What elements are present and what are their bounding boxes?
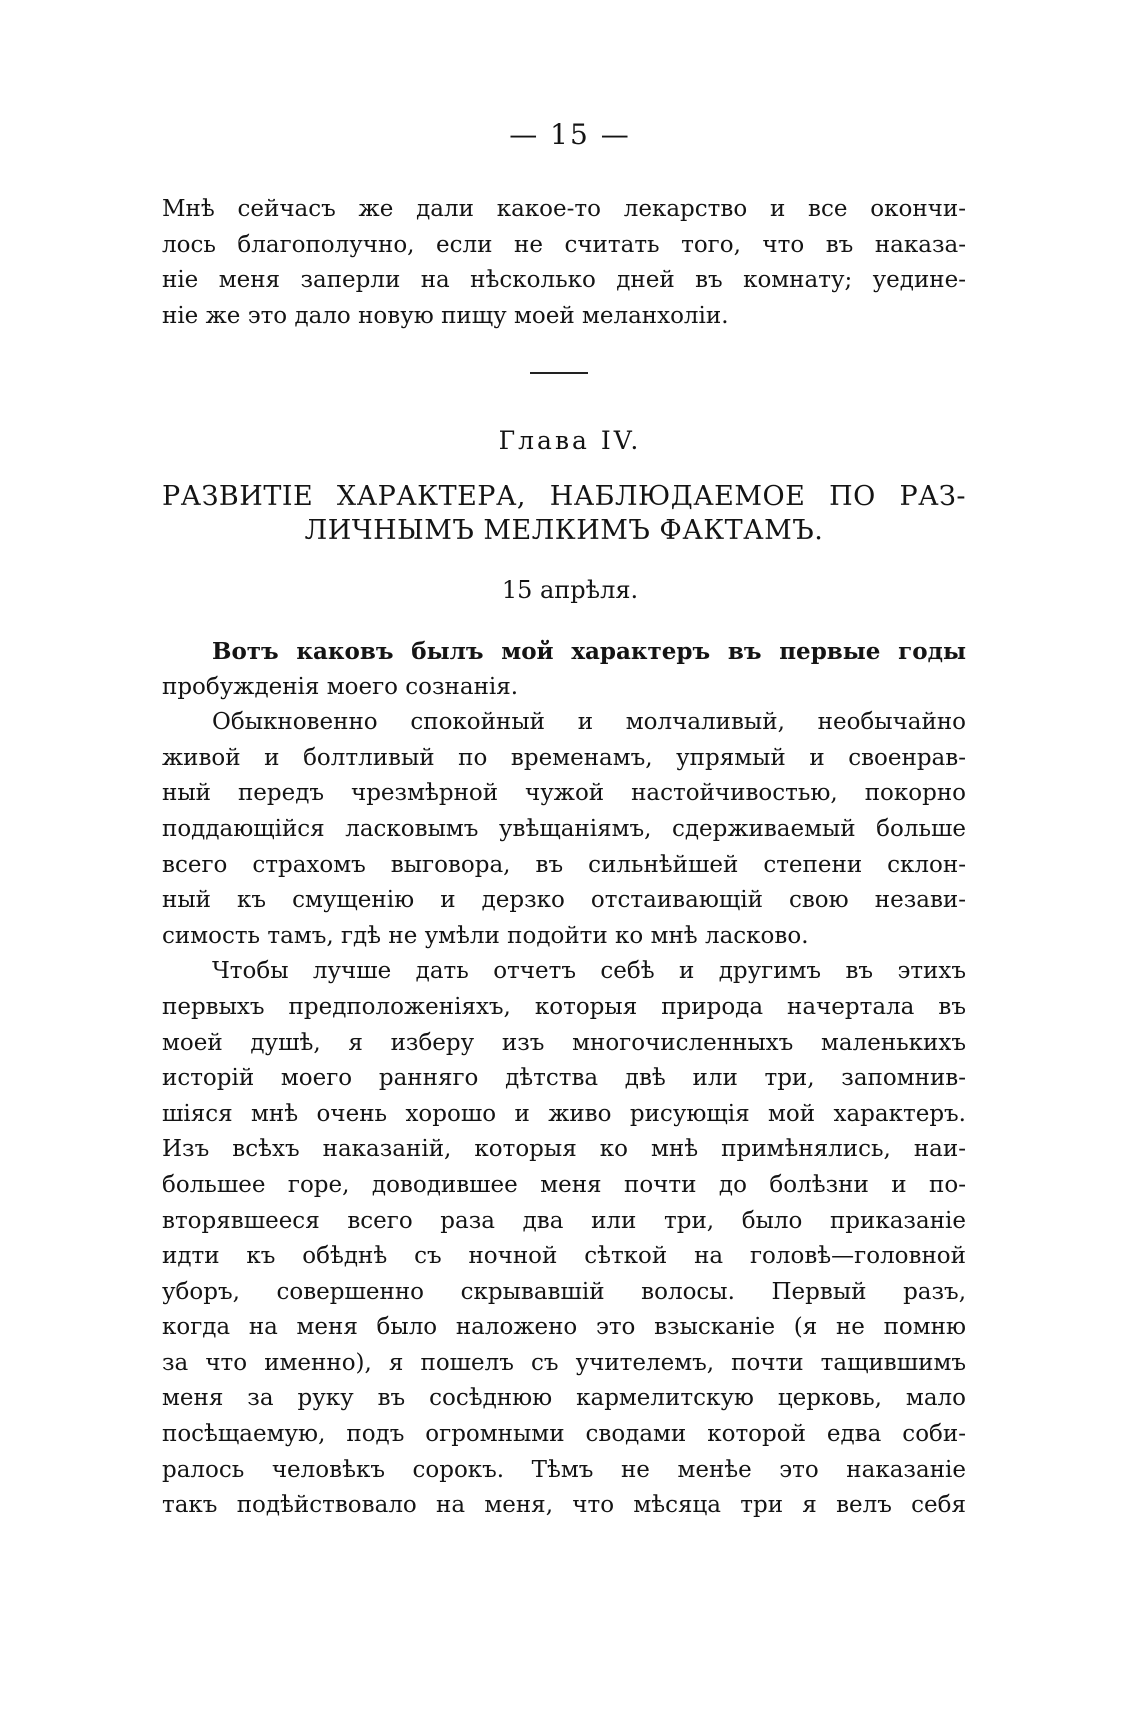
text-line: такъ подѣйствовало на меня, что мѣсяца три я велъ себя (162, 1492, 966, 1519)
text-line: за что именно), я пошелъ съ учителемъ, почти тащившимъ (162, 1349, 966, 1376)
text-line: поддающійся ласковымъ увѣщаніямъ, сдерживаемый больше (162, 815, 966, 842)
text-line: Чтобы лучше дать отчетъ себѣ и другимъ въ этихъ (212, 958, 966, 985)
text-line: пробужденія моего сознанія. (162, 673, 519, 700)
text-line: вторявшееся всего раза два или три, было приказаніе (162, 1207, 966, 1234)
text-line: исторій моего ранняго дѣтства двѣ или три, запомнив- (162, 1065, 966, 1092)
entry-date: 15 апрѣля. (501, 576, 639, 604)
section-divider (530, 372, 588, 374)
top-paragraph (162, 192, 966, 334)
text-line: меня за руку въ сосѣднюю кармелитскую церковь, мало (162, 1385, 966, 1412)
text-line: ніе меня заперли на нѣсколько дней въ комнату; уедине- (162, 267, 966, 294)
text-line: моей душѣ, я изберу изъ многочисленныхъ маленькихъ (162, 1029, 966, 1056)
text-line: большее горе, доводившее меня почти до болѣзни и по- (162, 1171, 966, 1198)
text-line: лось благополучно, если не считать того, что въ наказа- (162, 231, 966, 258)
text-line: Обыкновенно спокойный и молчаливый, необычайно (212, 709, 966, 736)
body-text (162, 634, 966, 1524)
chapter-title (162, 480, 966, 548)
text-line: ный къ смущенію и дерзко отстаивающій свою незави- (162, 887, 966, 914)
text-line: ніе же это дало новую пищу моей меланхоліи. (162, 302, 729, 329)
text-line-bold: Вотъ каковъ былъ мой характеръ въ первые годы (212, 638, 966, 665)
chapter-title-line: ЛИЧНЫМЪ МЕЛКИМЪ ФАКТАМЪ. (304, 515, 824, 546)
text-line: ралось человѣкъ сорокъ. Тѣмъ не менѣе это наказаніе (162, 1456, 966, 1483)
text-line: симость тамъ, гдѣ не умѣли подойти ко мнѣ ласково. (162, 922, 809, 949)
text-line: живой и болтливый по временамъ, упрямый и своенрав- (162, 744, 966, 771)
text-line: когда на меня было наложено это взысканіе (я не помню (162, 1314, 966, 1341)
text-line: шіяся мнѣ очень хорошо и живо рисующія мой характеръ. (162, 1100, 966, 1127)
text-line: посѣщаемую, подъ огромными сводами которой едва соби- (162, 1421, 966, 1448)
text-line: Мнѣ сейчасъ же дали какое-то лекарство и все окончи- (162, 196, 966, 222)
text-line: идти къ обѣднѣ съ ночной сѣткой на головѣ—головной (162, 1243, 966, 1270)
chapter-title-line: РАЗВИТІЕ ХАРАКТЕРА, НАБЛЮДАЕМОЕ ПО РАЗ- (162, 481, 966, 512)
chapter-label: Глава IV. (498, 426, 642, 455)
text-line: всего страхомъ выговора, въ сильнѣйшей степени склон- (162, 851, 966, 878)
page-number: — 15 — (509, 118, 631, 151)
text-line: ный передъ чрезмѣрной чужой настойчивостью, покорно (162, 780, 966, 807)
text-line: Изъ всѣхъ наказаній, которыя ко мнѣ примѣнялись, наи- (162, 1136, 966, 1163)
text-line: уборъ, совершенно скрывавшій волосы. Первый разъ, (162, 1278, 966, 1305)
text-line: первыхъ предположеніяхъ, которыя природа начертала въ (162, 993, 966, 1020)
